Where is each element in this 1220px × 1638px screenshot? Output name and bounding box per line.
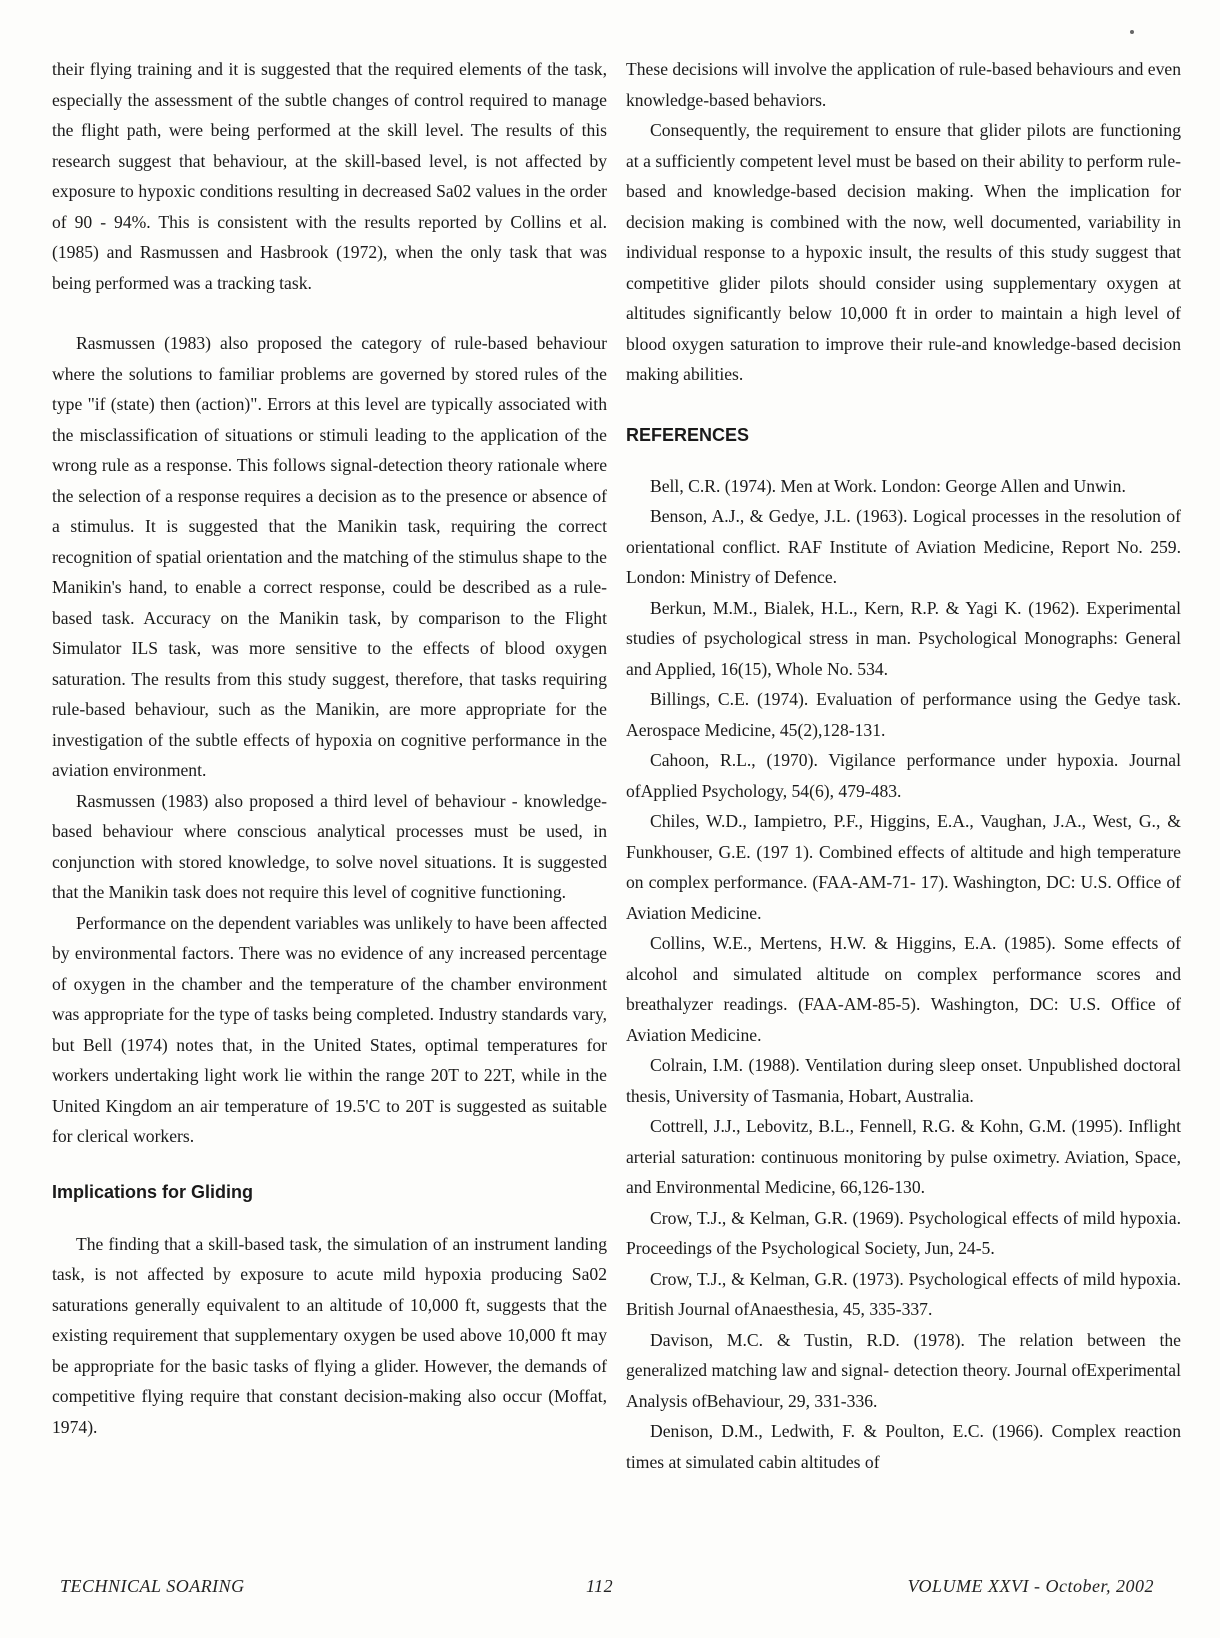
reference-item: Crow, T.J., & Kelman, G.R. (1973). Psychological effects of mild hypoxia. British Journal ofAnaesthesia, 45, 335-337. [626, 1268, 1181, 1319]
section-heading: Implications for Gliding [52, 1181, 254, 1202]
scan-speck [1130, 30, 1134, 34]
body-paragraph: These decisions will involve the application of rule-based behaviours and even knowledge-based behaviors. [626, 59, 1182, 110]
reference-item: Collins, W.E., Mertens, H.W. & Higgins, E.A. (1985). Some effects of alcohol and simulated altitude on complex performance scores and breathalyzer readings. (FAA-AM-85-5). Washington, DC: U.S. Office of Aviation Medicine. [626, 933, 1181, 1045]
reference-list [626, 471, 1181, 1478]
reference-item: Crow, T.J., & Kelman, G.R. (1969). Psychological effects of mild hypoxia. Proceedings of the Psychological Society, Jun, 24-5. [626, 1207, 1181, 1258]
body-paragraph: Rasmussen (1983) also proposed a third level of behaviour - knowledge-based behaviour where conscious analytical processes must be used, in conjunction with stored knowledge, to solve novel situations. It is suggested that the Manikin task does not require this level of cognitive functioning. [52, 790, 607, 902]
reference-item: Chiles, W.D., Iampietro, P.F., Higgins, E.A., Vaughan, J.A., West, G., & Funkhouser, G.E. (197 1). Combined effects of altitude and high temperature on complex performance. (FAA-AM-71- 17). Washington, DC: U.S. Office of Aviation Medicine. [626, 811, 1181, 923]
body-paragraph: Rasmussen (1983) also proposed the category of rule-based behaviour where the solutions to familiar problems are governed by stored rules of the type "if (state) then (action)". Errors at this level are typically associated with the misclassification of situations or stimuli leading to the application of the wrong rule as a response. This follows signal-detection theory rationale where the selection of a response requires a decision as to the presence or absence of a stimulus. It is suggested that the Manikin task, requiring the correct recognition of spatial orientation and the matching of the stimulus shape to the Manikin's hand, to enable a correct response, could be described as a rule-based task. Accuracy on the Manikin task, by comparison to the Flight Simulator ILS task, was more sensitive to the effects of blood oxygen saturation. The results from this study suggest, therefore, that tasks requiring rule-based behaviour, such as the Manikin, are more appropriate for the investigation of the subtle effects of hypoxia on cognitive performance in the aviation environment. [52, 333, 607, 780]
reference-item: Benson, A.J., & Gedye, J.L. (1963). Logical processes in the resolution of orientational conflict. RAF Institute of Aviation Medicine, Report No. 259. London: Ministry of Defence. [626, 506, 1181, 587]
reference-item: Cahoon, R.L., (1970). Vigilance performance under hypoxia. Journal ofApplied Psychology, 54(6), 479-483. [626, 750, 1181, 801]
body-paragraph: Performance on the dependent variables was unlikely to have been affected by environmental factors. There was no evidence of any increased percentage of oxygen in the chamber and the temperature of the chamber environment was appropriate for the type of tasks being completed. Industry standards vary, but Bell (1974) notes that, in the United States, optimal temperatures for workers undertaking light work lie within the range 20T to 22T, while in the United Kingdom an air temperature of 19.5'C to 20T is suggested as suitable for clerical workers. [52, 912, 607, 1146]
body-paragraph: Consequently, the requirement to ensure that glider pilots are functioning at a sufficiently competent level must be based on their ability to perform rule-based and knowledge-based decision making. When the implication for decision making is combined with the now, well documented, variability in individual response to a hypoxic insult, the results of this study suggest that competitive glider pilots should consider using supplementary oxygen at altitudes significantly below 10,000 ft in order to maintain a high level of blood oxygen saturation to improve their rule-and knowledge-based decision making abilities. [626, 120, 1181, 384]
footer-volume-info: VOLUME XXVI - October, 2002 [907, 1576, 1154, 1596]
right-column [626, 54, 1181, 1477]
left-column [52, 54, 607, 1442]
reference-item: Bell, C.R. (1974). Men at Work. London: George Allen and Unwin. [650, 475, 1126, 496]
reference-item: Davison, M.C. & Tustin, R.D. (1978). The relation between the generalized matching law and signal- detection theory. Journal ofExperimental Analysis ofBehaviour, 29, 331-336. [626, 1329, 1181, 1411]
footer-page-number: 112 [586, 1576, 614, 1596]
reference-item: Berkun, M.M., Bialek, H.L., Kern, R.P. & Yagi K. (1962). Experimental studies of psychological stress in man. Psychological Monographs: General and Applied, 16(15), Whole No. 534. [626, 597, 1181, 679]
reference-item: Colrain, I.M. (1988). Ventilation during sleep onset. Unpublished doctoral thesis, University of Tasmania, Hobart, Australia. [626, 1055, 1181, 1106]
body-paragraph: The finding that a skill-based task, the simulation of an instrument landing task, is not affected by exposure to acute mild hypoxia producing Sa02 saturations generally equivalent to an altitude of 10,000 ft, suggests that the existing requirement that supplementary oxygen be used above 10,000 ft may be appropriate for the basic tasks of flying a glider. However, the demands of competitive flying require that constant decision-making also occur (Moffat, 1974). [52, 1233, 607, 1437]
references-heading: REFERENCES [626, 424, 750, 445]
reference-item: Billings, C.E. (1974). Evaluation of performance using the Gedye task. Aerospace Medicine, 45(2),128-131. [626, 689, 1181, 740]
body-paragraph: their flying training and it is suggested that the required elements of the task, especially the assessment of the subtle changes of control required to manage the flight path, were being performed at the skill level. The results of this research suggest that behaviour, at the skill-based level, is not affected by exposure to hypoxic conditions resulting in decreased Sa02 values in the order of 90 - 94%. This is consistent with the results reported by Collins et al. (1985) and Rasmussen and Hasbrook (1972), when the only task that was being performed was a tracking task. [52, 59, 607, 293]
footer-journal-title: TECHNICAL SOARING [60, 1576, 245, 1596]
reference-item: Cottrell, J.J., Lebovitz, B.L., Fennell, R.G. & Kohn, G.M. (1995). Inflight arterial saturation: continuous monitoring by pulse oximetry. Aviation, Space, and Environmental Medicine, 66,126-130. [626, 1116, 1181, 1197]
reference-item: Denison, D.M., Ledwith, F. & Poulton, E.C. (1966). Complex reaction times at simulated cabin altitudes of [626, 1421, 1181, 1472]
